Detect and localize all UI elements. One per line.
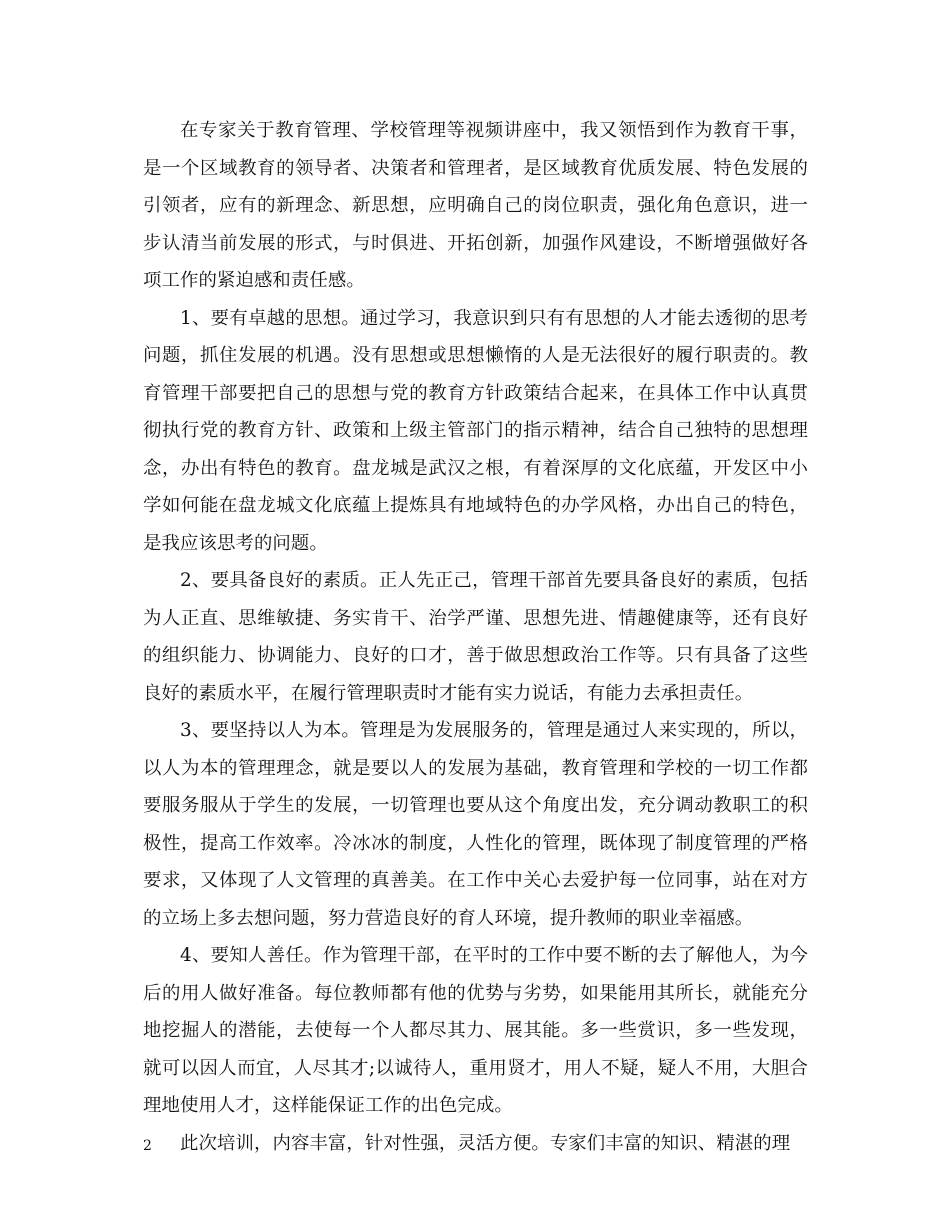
page-number: 2 (143, 1138, 152, 1154)
paragraph-point-2: 2、要具备良好的素质。正人先正己，管理干部首先要具备良好的素质，包括为人正直、思维敏捷、务实肯干、治学严谨、思想先进、情趣健康等，还有良好的组织能力、协调能力、良好的口才，善于做思想政治工作等。只有具备了这些良好的素质水平，在履行管理职责时才能有实力说话，有能力去承担责任。 (143, 570, 808, 704)
paragraph-point-3: 3、要坚持以人为本。管理是为发展服务的，管理是通过人来实现的，所以，以人为本的管理理念，就是要以人的发展为基础，教育管理和学校的一切工作都要服务服从于学生的发展，一切管理也要从这个角度出发，充分调动教职工的积极性，提高工作效率。冷冰冰的制度，人性化的管理，既体现了制度管理的严格要求，又体现了人文管理的真善美。在工作中关心去爱护每一位同事，站在对方的立场上多去想问题，努力营造良好的育人环境，提升教师的职业幸福感。 (143, 720, 808, 929)
paragraph-conclusion: 此次培训，内容丰富，针对性强，灵活方便。专家们丰富的知识、精湛的理 (180, 1132, 791, 1154)
paragraph-intro: 在专家关于教育管理、学校管理等视频讲座中，我又领悟到作为教育干事，是一个区域教育的领导者、决策者和管理者，是区域教育优质发展、特色发展的引领者，应有的新理念、新思想，应明确自己的岗位职责，强化角色意识，进一步认清当前发展的形式，与时俱进、开拓创新，加强作风建设，不断增强做好各项工作的紧迫感和责任感。 (143, 120, 808, 291)
paragraph-point-1: 1、要有卓越的思想。通过学习，我意识到只有有思想的人才能去透彻的思考问题，抓住发展的机遇。没有思想或思想懒惰的人是无法很好的履行职责的。教育管理干部要把自己的思想与党的教育方针政策结合起来，在具体工作中认真贯彻执行党的教育方针、政策和上级主管部门的指示精神，结合自己独特的思想理念，办出有特色的教育。盘龙城是武汉之根，有着深厚的文化底蕴，开发区中小学如何能在盘龙城文化底蕴上提炼具有地域特色的办学风格，办出自己的特色，是我应该思考的问题。 (143, 307, 808, 554)
paragraph-point-4: 4、要知人善任。作为管理干部，在平时的工作中要不断的去了解他人，为今后的用人做好准备。每位教师都有他的优势与劣势，如果能用其所长，就能充分地挖掘人的潜能，去使每一个人都尽其力、展其能。多一些赏识，多一些发现，就可以因人而宜，人尽其才;以诚待人，重用贤才，用人不疑，疑人不用，大胆合理地使用人才，这样能保证工作的出色完成。 (143, 945, 808, 1116)
document-body (143, 112, 808, 1162)
